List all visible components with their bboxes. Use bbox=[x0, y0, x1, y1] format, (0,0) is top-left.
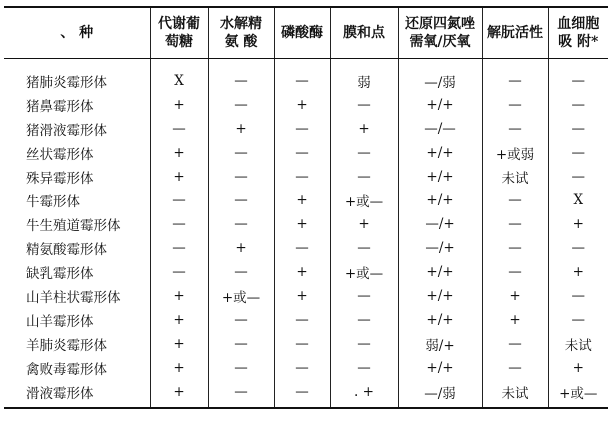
film-and-spots-value: — bbox=[330, 165, 398, 189]
header-arginine-hydrolysis: 水解精 氨 酸 bbox=[208, 7, 274, 59]
table-body bbox=[4, 59, 608, 409]
hemadsorption-value: 未试 bbox=[548, 332, 608, 356]
phosphatase-value: — bbox=[274, 236, 330, 260]
arginine-hydrolysis-value: — bbox=[208, 332, 274, 356]
table-row bbox=[4, 236, 608, 260]
table-row bbox=[4, 93, 608, 117]
tetrazolium-reduction-value: —/弱 bbox=[398, 380, 482, 409]
proteolytic-activity-value: — bbox=[482, 260, 548, 284]
proteolytic-activity-value: 未试 bbox=[482, 380, 548, 409]
table-row bbox=[4, 308, 608, 332]
glucose-metabolism-value: — bbox=[150, 260, 208, 284]
header-film-and-spots: 膜和点 bbox=[330, 7, 398, 59]
glucose-metabolism-value: + bbox=[150, 356, 208, 380]
tetrazolium-reduction-value: —/— bbox=[398, 117, 482, 141]
film-and-spots-value: 弱 bbox=[330, 59, 398, 93]
phosphatase-value: + bbox=[274, 93, 330, 117]
phosphatase-value: — bbox=[274, 380, 330, 409]
proteolytic-activity-value: +或弱 bbox=[482, 141, 548, 165]
film-and-spots-value: — bbox=[330, 93, 398, 117]
phosphatase-value: — bbox=[274, 308, 330, 332]
glucose-metabolism-value: + bbox=[150, 141, 208, 165]
species-name: 缺乳霉形体 bbox=[26, 266, 94, 283]
header-phosphatase: 磷酸酶 bbox=[274, 7, 330, 59]
table-row bbox=[4, 141, 608, 165]
proteolytic-activity-value: + bbox=[482, 308, 548, 332]
film-and-spots-value: — bbox=[330, 332, 398, 356]
species-name: 殊异霉形体 bbox=[26, 170, 94, 187]
proteolytic-activity-value: — bbox=[482, 93, 548, 117]
glucose-metabolism-value: — bbox=[150, 117, 208, 141]
proteolytic-activity-value: — bbox=[482, 356, 548, 380]
glucose-metabolism-value: + bbox=[150, 165, 208, 189]
proteolytic-activity-value: 未试 bbox=[482, 165, 548, 189]
arginine-hydrolysis-value: — bbox=[208, 188, 274, 212]
tetrazolium-reduction-value: —/+ bbox=[398, 212, 482, 236]
hemadsorption-value: — bbox=[548, 284, 608, 308]
table-row bbox=[4, 117, 608, 141]
film-and-spots-value: + bbox=[330, 212, 398, 236]
phosphatase-value: — bbox=[274, 117, 330, 141]
arginine-hydrolysis-value: — bbox=[208, 308, 274, 332]
table-row bbox=[4, 356, 608, 380]
phosphatase-value: + bbox=[274, 284, 330, 308]
mycoplasma-biochem-table bbox=[4, 6, 608, 409]
tetrazolium-reduction-value: —/弱 bbox=[398, 59, 482, 93]
table-row bbox=[4, 59, 608, 93]
hemadsorption-value: + bbox=[548, 212, 608, 236]
hemadsorption-value: — bbox=[548, 93, 608, 117]
header-species: 、 种 bbox=[4, 7, 150, 59]
film-and-spots-value: — bbox=[330, 236, 398, 260]
film-and-spots-value: — bbox=[330, 141, 398, 165]
table-row bbox=[4, 332, 608, 356]
arginine-hydrolysis-value: +或— bbox=[208, 284, 274, 308]
glucose-metabolism-value: — bbox=[150, 188, 208, 212]
tetrazolium-reduction-value: —/+ bbox=[398, 236, 482, 260]
film-and-spots-value: + bbox=[330, 117, 398, 141]
table-row bbox=[4, 188, 608, 212]
hemadsorption-value: — bbox=[548, 236, 608, 260]
species-name: 滑液霉形体 bbox=[4, 380, 150, 409]
species-name: 羊肺炎霉形体 bbox=[26, 337, 107, 354]
hemadsorption-value: — bbox=[548, 59, 608, 93]
tetrazolium-reduction-value: +/+ bbox=[398, 284, 482, 308]
phosphatase-value: + bbox=[274, 212, 330, 236]
arginine-hydrolysis-value: + bbox=[208, 236, 274, 260]
phosphatase-value: — bbox=[274, 141, 330, 165]
glucose-metabolism-value: — bbox=[150, 236, 208, 260]
table-header bbox=[4, 7, 608, 59]
hemadsorption-value: X bbox=[548, 188, 608, 212]
proteolytic-activity-value: — bbox=[482, 188, 548, 212]
tetrazolium-reduction-value: +/+ bbox=[398, 93, 482, 117]
film-and-spots-value: +或— bbox=[330, 260, 398, 284]
arginine-hydrolysis-value: — bbox=[208, 59, 274, 93]
glucose-metabolism-value: — bbox=[150, 212, 208, 236]
species-name: 牛霉形体 bbox=[26, 194, 80, 211]
species-name: 山羊柱状霉形体 bbox=[26, 289, 121, 306]
phosphatase-value: — bbox=[274, 332, 330, 356]
glucose-metabolism-value: + bbox=[150, 93, 208, 117]
species-name: 精氨酸霉形体 bbox=[26, 242, 107, 259]
hemadsorption-value: + bbox=[548, 260, 608, 284]
tetrazolium-reduction-value: +/+ bbox=[398, 165, 482, 189]
header-glucose-metabolism: 代谢葡 萄糖 bbox=[150, 7, 208, 59]
glucose-metabolism-value: + bbox=[150, 332, 208, 356]
phosphatase-value: + bbox=[274, 260, 330, 284]
arginine-hydrolysis-value: — bbox=[208, 93, 274, 117]
glucose-metabolism-value: X bbox=[150, 59, 208, 93]
hemadsorption-value: — bbox=[548, 165, 608, 189]
glucose-metabolism-value: + bbox=[150, 380, 208, 409]
arginine-hydrolysis-value: — bbox=[208, 356, 274, 380]
film-and-spots-value: +或— bbox=[330, 188, 398, 212]
header-hemadsorption: 血细胞 吸 附* bbox=[548, 7, 608, 59]
arginine-hydrolysis-value: — bbox=[208, 141, 274, 165]
arginine-hydrolysis-value: — bbox=[208, 260, 274, 284]
arginine-hydrolysis-value: — bbox=[208, 212, 274, 236]
film-and-spots-value: . + bbox=[330, 380, 398, 409]
proteolytic-activity-value: — bbox=[482, 236, 548, 260]
arginine-hydrolysis-value: + bbox=[208, 117, 274, 141]
species-name: 丝状霉形体 bbox=[26, 146, 94, 163]
tetrazolium-reduction-value: +/+ bbox=[398, 188, 482, 212]
arginine-hydrolysis-value: — bbox=[208, 380, 274, 409]
proteolytic-activity-value: + bbox=[482, 284, 548, 308]
tetrazolium-reduction-value: +/+ bbox=[398, 260, 482, 284]
species-name: 禽败毒霉形体 bbox=[26, 361, 107, 378]
glucose-metabolism-value: + bbox=[150, 308, 208, 332]
table-row bbox=[4, 284, 608, 308]
phosphatase-value: — bbox=[274, 165, 330, 189]
proteolytic-activity-value: — bbox=[482, 332, 548, 356]
film-and-spots-value: — bbox=[330, 356, 398, 380]
species-name: 猪滑液霉形体 bbox=[26, 122, 107, 139]
species-name: 牛生殖道霉形体 bbox=[26, 218, 121, 235]
film-and-spots-value: — bbox=[330, 284, 398, 308]
species-name: 猪鼻霉形体 bbox=[26, 98, 94, 115]
table-row bbox=[4, 380, 608, 409]
arginine-hydrolysis-value: — bbox=[208, 165, 274, 189]
hemadsorption-value: — bbox=[548, 308, 608, 332]
proteolytic-activity-value: — bbox=[482, 117, 548, 141]
glucose-metabolism-value: + bbox=[150, 284, 208, 308]
tetrazolium-reduction-value: +/+ bbox=[398, 308, 482, 332]
table-row bbox=[4, 165, 608, 189]
proteolytic-activity-value: — bbox=[482, 59, 548, 93]
phosphatase-value: — bbox=[274, 356, 330, 380]
species-name: 山羊霉形体 bbox=[26, 313, 94, 330]
tetrazolium-reduction-value: 弱/+ bbox=[398, 332, 482, 356]
hemadsorption-value: — bbox=[548, 141, 608, 165]
film-and-spots-value: — bbox=[330, 308, 398, 332]
header-proteolytic-activity: 解朊活性 bbox=[482, 7, 548, 59]
phosphatase-value: + bbox=[274, 188, 330, 212]
hemadsorption-value: +或— bbox=[548, 380, 608, 409]
tetrazolium-reduction-value: +/+ bbox=[398, 141, 482, 165]
phosphatase-value: — bbox=[274, 59, 330, 93]
species-name: 猪肺炎霉形体 bbox=[26, 74, 107, 91]
tetrazolium-reduction-value: +/+ bbox=[398, 356, 482, 380]
header-tetrazolium-reduction: 还原四氮唑 需氧/厌氧 bbox=[398, 7, 482, 59]
header-row bbox=[4, 7, 608, 59]
hemadsorption-value: — bbox=[548, 117, 608, 141]
table-row bbox=[4, 260, 608, 284]
proteolytic-activity-value: — bbox=[482, 212, 548, 236]
hemadsorption-value: + bbox=[548, 356, 608, 380]
table-row bbox=[4, 212, 608, 236]
